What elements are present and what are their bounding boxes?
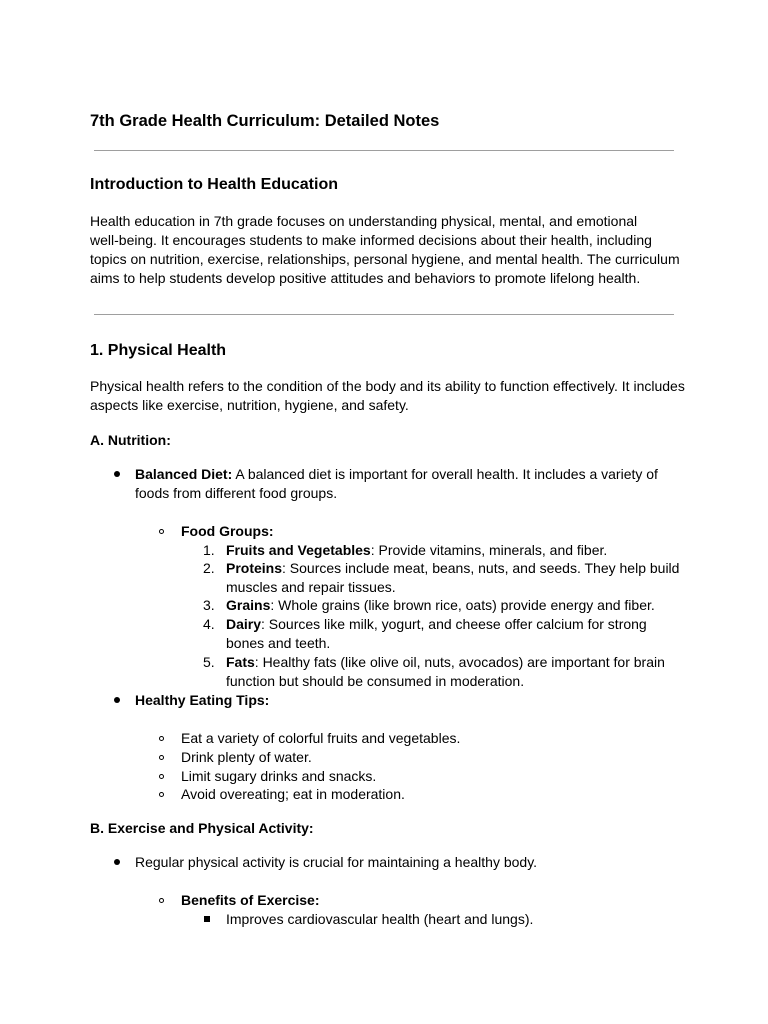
bullet-circle bbox=[159, 898, 164, 903]
tip-item: Drink plenty of water. bbox=[181, 749, 312, 765]
benefits-label: Benefits of Exercise: bbox=[181, 892, 320, 908]
balanced-diet-label: Balanced Diet: bbox=[135, 466, 233, 482]
food-group-label: Proteins bbox=[226, 560, 283, 576]
tip-item: Eat a variety of colorful fruits and vegetables. bbox=[181, 730, 461, 746]
bullet-circle bbox=[159, 755, 164, 760]
food-group-text: : Healthy fats (like olive oil, nuts, avocados) are important for brain bbox=[254, 654, 665, 670]
intro-line: Health education in 7th grade focuses on understanding physical, mental, and emotional bbox=[90, 213, 638, 229]
bullet-dot bbox=[114, 471, 120, 477]
bullet-dot bbox=[114, 697, 120, 703]
food-group-cont: function but should be consumed in moderation. bbox=[226, 673, 525, 689]
food-group-label: Dairy bbox=[226, 616, 262, 632]
exercise-item: Regular physical activity is crucial for maintaining a healthy body. bbox=[135, 854, 538, 870]
nutrition-heading: A. Nutrition: bbox=[90, 432, 171, 448]
food-group-item bbox=[226, 541, 607, 559]
food-group-item bbox=[226, 559, 679, 577]
food-group-cont: muscles and repair tissues. bbox=[226, 579, 396, 595]
balanced-diet-item bbox=[135, 465, 658, 483]
food-group-text: : Provide vitamins, minerals, and fiber. bbox=[370, 542, 608, 558]
intro-line: aims to help students develop positive attitudes and behaviors to promote lifelong health. bbox=[90, 270, 641, 286]
intro-line: well-being. It encourages students to make informed decisions about their health, including bbox=[90, 232, 652, 248]
intro-heading: Introduction to Health Education bbox=[90, 176, 338, 193]
exercise-heading: B. Exercise and Physical Activity: bbox=[90, 820, 314, 836]
divider bbox=[94, 150, 674, 151]
food-group-text: : Whole grains (like brown rice, oats) provide energy and fiber. bbox=[270, 597, 655, 613]
bullet-circle bbox=[159, 529, 164, 534]
food-group-item bbox=[226, 596, 655, 614]
balanced-diet-cont: foods from different food groups. bbox=[135, 485, 338, 501]
food-group-text: : Sources like milk, yogurt, and cheese offer calcium for strong bbox=[261, 616, 647, 632]
food-group-item bbox=[226, 615, 647, 633]
food-groups-label: Food Groups: bbox=[181, 523, 274, 539]
physical-line: Physical health refers to the condition of the body and its ability to function effectively. It includes bbox=[90, 378, 685, 394]
food-group-label: Fruits and Vegetables bbox=[226, 542, 371, 558]
divider bbox=[94, 314, 674, 315]
food-group-label: Grains bbox=[226, 597, 271, 613]
bullet-circle bbox=[159, 792, 164, 797]
list-number: 2. bbox=[203, 560, 215, 576]
list-number: 1. bbox=[203, 542, 215, 558]
tip-item: Limit sugary drinks and snacks. bbox=[181, 768, 377, 784]
food-group-label: Fats bbox=[226, 654, 255, 670]
physical-line: aspects like exercise, nutrition, hygiene, and safety. bbox=[90, 397, 409, 413]
bullet-circle bbox=[159, 736, 164, 741]
tips-label: Healthy Eating Tips: bbox=[135, 692, 270, 708]
document-title: 7th Grade Health Curriculum: Detailed Notes bbox=[90, 112, 440, 130]
bullet-dot bbox=[114, 859, 120, 865]
food-group-text: : Sources include meat, beans, nuts, and seeds. They help build bbox=[282, 560, 680, 576]
intro-line: topics on nutrition, exercise, relationships, personal hygiene, and mental health. The curriculum bbox=[90, 251, 680, 267]
balanced-diet-text: A balanced diet is important for overall health. It includes a variety of bbox=[232, 466, 658, 482]
tip-item: Avoid overeating; eat in moderation. bbox=[181, 786, 405, 802]
list-number: 3. bbox=[203, 597, 215, 613]
food-group-cont: bones and teeth. bbox=[226, 635, 331, 651]
food-group-item bbox=[226, 653, 665, 671]
bullet-square bbox=[204, 916, 210, 922]
list-number: 5. bbox=[203, 654, 215, 670]
list-number: 4. bbox=[203, 616, 215, 632]
benefit-item: Improves cardiovascular health (heart and lungs). bbox=[226, 911, 534, 927]
bullet-circle bbox=[159, 774, 164, 779]
physical-heading: 1. Physical Health bbox=[90, 342, 227, 359]
